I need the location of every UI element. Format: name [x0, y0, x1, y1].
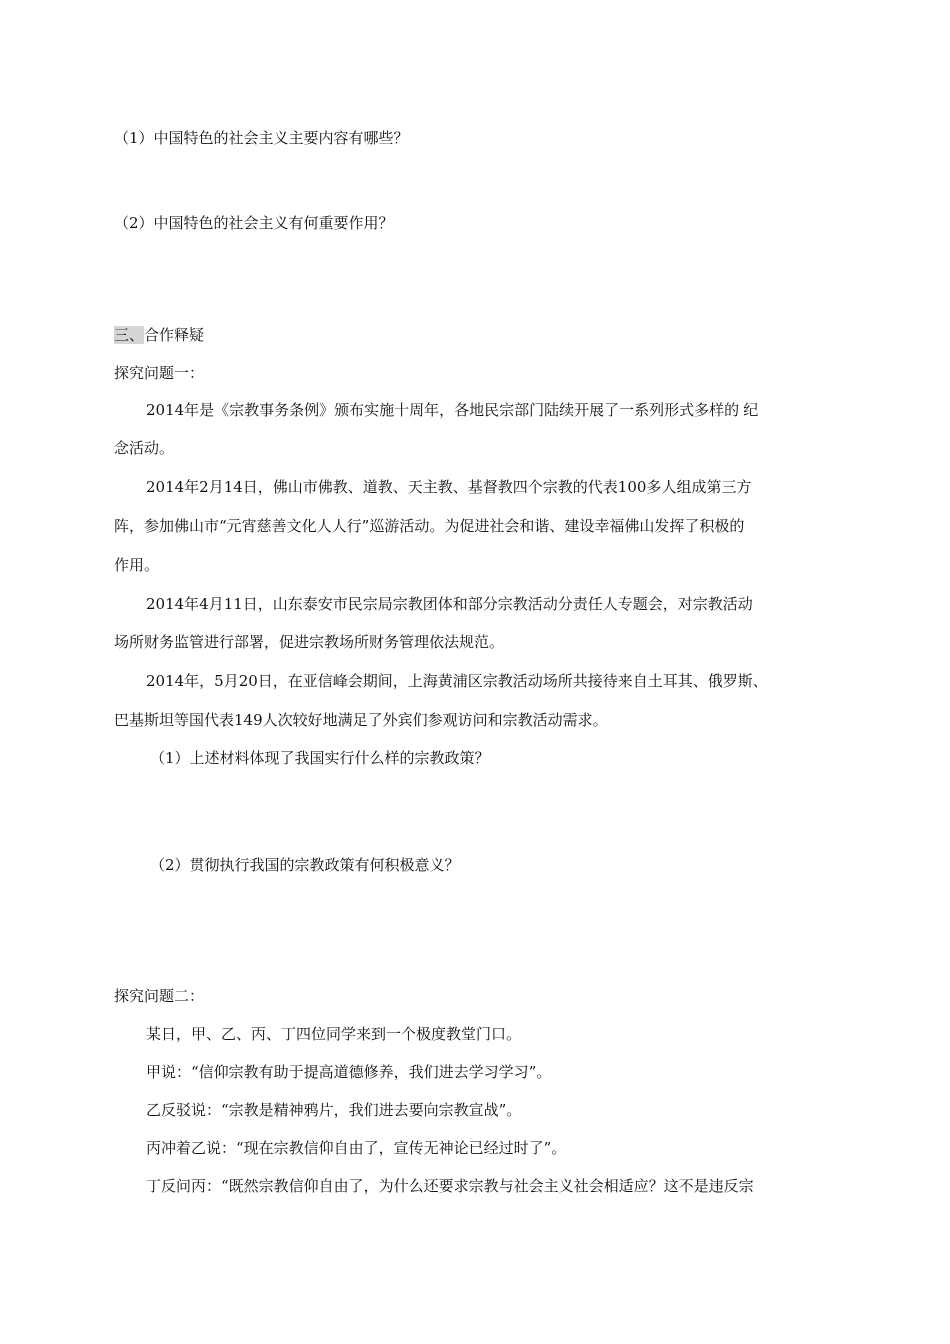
section-number: 三、 — [114, 326, 145, 344]
problem1-paragraph4-line1: 2014年，5月20日，在亚信峰会期间，上海黄浦区宗教活动场所共接待来自土耳其、俄罗斯、 — [146, 672, 768, 690]
prequestion-2: （2）中国特色的社会主义有何重要作用？ — [114, 214, 394, 232]
problem1-paragraph3-line1: 2014年4月11日，山东泰安市民宗局宗教团体和部分宗教活动分责任人专题会，对宗教活动 — [146, 595, 753, 613]
problem1-text: 纪 — [743, 401, 759, 419]
problem1-paragraph2-line2: 阵，参加佛山市“元宵慈善文化人人行”巡游活动。为促进社会和谐、建设幸福佛山发挥了积极的 — [114, 517, 745, 535]
problem1-heading: 探究问题一： — [114, 364, 205, 382]
problem2-line-4: 丙冲着乙说：“现在宗教信仰自由了，宣传无神论已经过时了”。 — [146, 1139, 567, 1157]
problem2-line-2: 甲说：“信仰宗教有助于提高道德修养，我们进去学习学习”。 — [146, 1063, 552, 1081]
problem2-line-5: 丁反问丙：“既然宗教信仰自由了，为什么还要求宗教与社会主义社会相适应？这不是违反宗 — [146, 1177, 754, 1195]
problem1-question-1: （1）上述材料体现了我国实行什么样的宗教政策？ — [150, 749, 490, 767]
problem1-paragraph1-line2: 念活动。 — [114, 439, 175, 457]
problem1-question-2: （2）贯彻执行我国的宗教政策有何积极意义？ — [150, 856, 460, 874]
problem1-paragraph1-line1 — [146, 400, 758, 420]
problem2-line-1: 某日，甲、乙、丙、丁四位同学来到一个极度教堂门口。 — [146, 1025, 522, 1043]
problem2-heading: 探究问题二： — [114, 987, 205, 1005]
section-title: 合作释疑 — [144, 326, 205, 344]
prequestion-1: （1）中国特色的社会主义主要内容有哪些？ — [114, 129, 409, 147]
problem1-paragraph4-line2: 巴基斯坦等国代表149人次较好地满足了外宾们参观访问和宗教活动需求。 — [114, 711, 608, 729]
problem1-paragraph2-line3: 作用。 — [114, 556, 160, 574]
section-heading — [114, 325, 204, 345]
problem1-text: 2014年是《宗教事务条例》颁布实施十周年，各地民宗部门陆续开展了一系列形式多样的 — [146, 401, 740, 419]
problem2-line-3: 乙反驳说：“宗教是精神鸦片，我们进去要向宗教宣战”。 — [146, 1101, 522, 1119]
problem1-paragraph3-line2: 场所财务监管进行部署，促进宗教场所财务管理依法规范。 — [114, 633, 505, 651]
problem1-paragraph2-line1: 2014年2月14日，佛山市佛教、道教、天主教、基督教四个宗教的代表100多人组成第三方 — [146, 478, 752, 496]
